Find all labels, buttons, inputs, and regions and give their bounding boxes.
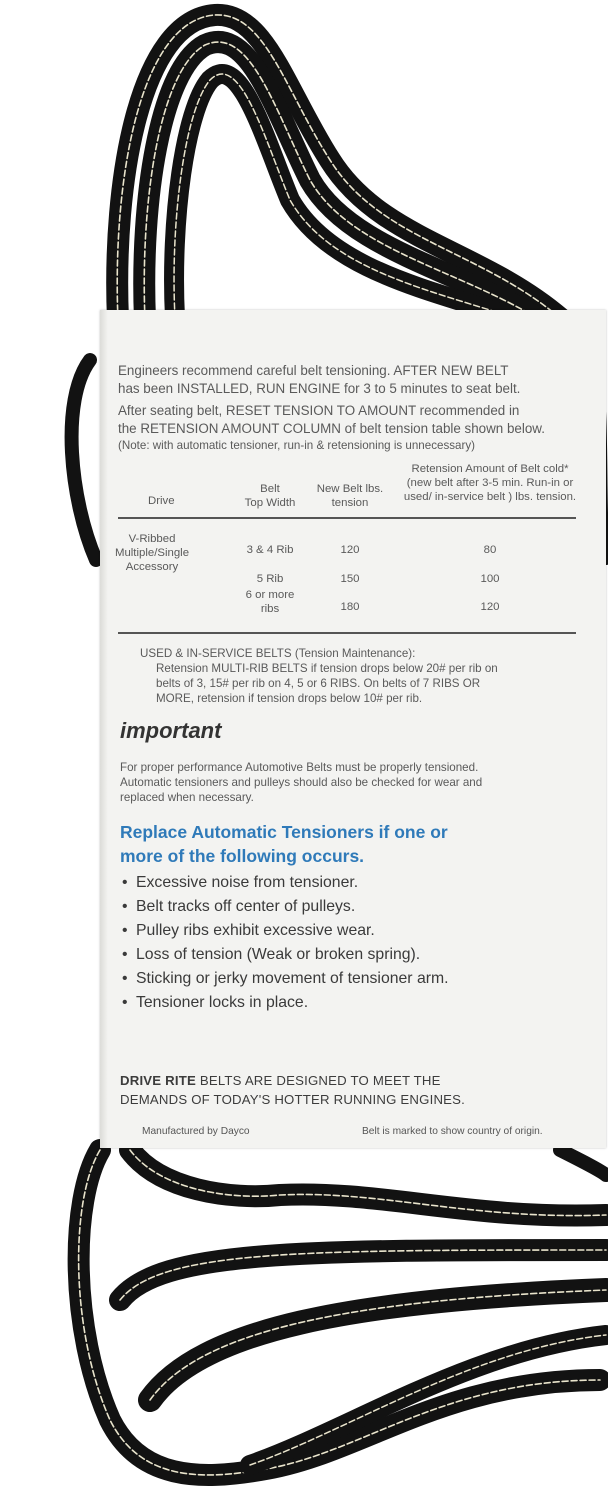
manufacturer-text: Manufactured by Dayco	[142, 1126, 250, 1137]
row-2-new-tension: 150	[340, 573, 360, 585]
important-line-3: replaced when necessary.	[120, 791, 254, 804]
maintenance-line-3: MORE, retension if tension drops below 10# per rib.	[156, 692, 423, 705]
maintenance-line-2: belts of 3, 15# per rib on 4, 5 or 6 RIBS. On belts of 7 RIBS OR	[156, 677, 481, 690]
header-new-tension: New Belt lbs. tension	[316, 483, 384, 509]
header-belt-width: Belt Top Width	[244, 483, 296, 509]
intro-note: (Note: with automatic tensioner, run-in & retensioning is unnecessary)	[118, 439, 476, 452]
replace-heading-line-1: Replace Automatic Tensioners if one or	[120, 822, 448, 842]
intro-line-3: After seating belt, RESET TENSION TO AMOUNT recommended in	[118, 403, 520, 418]
maintenance-line-1: Retension MULTI-RIB BELTS if tension drops below 20# per rib on	[156, 662, 498, 675]
list-item: • Sticking or jerky movement of tensioner arm.	[122, 970, 449, 987]
intro-line-4: the RETENSION AMOUNT COLUMN of belt tension table shown below.	[118, 421, 545, 436]
important-heading: important	[120, 718, 222, 743]
drive-rite-line-2: DEMANDS OF TODAY'S HOTTER RUNNING ENGINES.	[120, 1092, 466, 1107]
country-of-origin-text: Belt is marked to show country of origin.	[362, 1126, 543, 1137]
replace-heading-line-2: more of the following occurs.	[120, 846, 365, 866]
row-1-retension: 80	[483, 544, 497, 556]
maintenance-title: USED & IN-SERVICE BELTS (Tension Maintenance):	[140, 647, 416, 660]
row-3-new-tension: 180	[340, 601, 360, 613]
table-bottom-rule	[118, 632, 576, 634]
list-item: • Tensioner locks in place.	[122, 994, 309, 1011]
product-info-card	[100, 310, 606, 1148]
row-2-retension: 100	[480, 573, 500, 585]
list-item: • Excessive noise from tensioner.	[122, 874, 359, 891]
list-item: • Belt tracks off center of pulleys.	[122, 898, 356, 915]
important-line-1: For proper performance Automotive Belts must be properly tensioned.	[120, 761, 479, 774]
list-item: • Loss of tension (Weak or broken spring).	[122, 946, 421, 963]
header-retension-amount: Retension Amount of Belt cold* (new belt after 3-5 min. Run-in or used/ in-service belt ) lbs. tension.	[403, 463, 577, 503]
drive-rite-brand: DRIVE RITE	[120, 1073, 197, 1088]
intro-line-2: has been INSTALLED, RUN ENGINE for 3 to 5 minutes to seat belt.	[118, 381, 521, 396]
drive-type-label: V-Ribbed Multiple/Single Accessory	[114, 533, 190, 573]
drive-rite-line-1: DRIVE RITE BELTS ARE DESIGNED TO MEET THE	[120, 1073, 441, 1088]
row-1-new-tension: 120	[340, 544, 360, 556]
table-top-rule	[118, 517, 576, 519]
row-2-width: 5 Rib	[256, 573, 284, 585]
row-1-width: 3 & 4 Rib	[246, 544, 294, 556]
important-line-2: Automatic tensioners and pulleys should also be checked for wear and	[120, 776, 483, 789]
header-drive: Drive	[148, 495, 175, 507]
row-3-retension: 120	[480, 601, 500, 613]
list-item: • Pulley ribs exhibit excessive wear.	[122, 922, 375, 939]
intro-line-1: Engineers recommend careful belt tensioning. AFTER NEW BELT	[118, 363, 509, 378]
row-3-width: 6 or more ribs	[245, 589, 295, 615]
card-fold-edge	[100, 310, 108, 1148]
